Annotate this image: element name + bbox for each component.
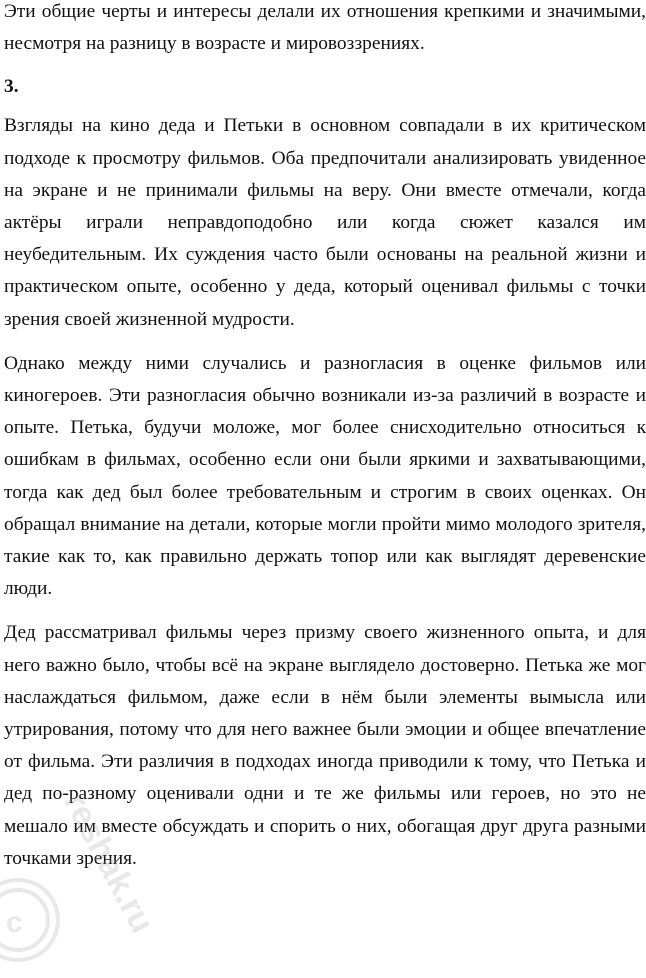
paragraph-3: Дед рассматривал фильмы через призму своего жизненного опыта, и для него важно было, чтобы всё на экране выглядело достоверно. Петька же мог наслаждаться фильмом, даже если в нём были элементы вымысла или утрирования, потому что для него важнее были эмоции и общее впечатление от фильма. Эти различия в подходах иногда приводили к тому, что Петька и дед по-разному оценивали одни и те же фильмы или героев, но это не мешало им вместе обсуждать и спорить о них, обогащая друг друга разными точками зрения. — [4, 622, 646, 869]
watermark-text: reshak.ru — [56, 786, 150, 940]
paragraph-1: Взгляды на кино деда и Петьки в основном совпадали в их критическом подходе к просмотру фильмов. Оба предпочитали анализировать увиденное на экране и не принимали фильмы на веру. Они вместе отмечали, когда актёры играли неправдоподобно или когда сюжет казался им неубедительным. Их суждения часто были основаны на реальной жизни и практическом опыте, особенно у деда, который оценивал фильмы с точки зрения своей жизненной мудрости. — [4, 115, 646, 330]
paragraph-2: Однако между ними случались и разногласия в оценке фильмов или киногероев. Эти разногласия обычно возникали из-за различий в возрасте и опыте. Петька, будучи моложе, мог более снисходительно относиться к ошибкам в фильмах, особенно если они были яркими и захватывающими, тогда как дед был более требовательным и строгим в своих оценках. Он обращал внимание на детали, которые могли пройти мимо молодого зрителя, такие как то, как правильно держать топор или как выглядят деревенские люди. — [4, 352, 646, 600]
lead-paragraph: Эти общие черты и интересы делали их отношения крепкими и значимыми, несмотря на разницу в возрасте и мировоззрениях. — [4, 1, 646, 55]
section-number: 3. — [4, 76, 19, 98]
svg-text:c: c — [6, 906, 23, 939]
